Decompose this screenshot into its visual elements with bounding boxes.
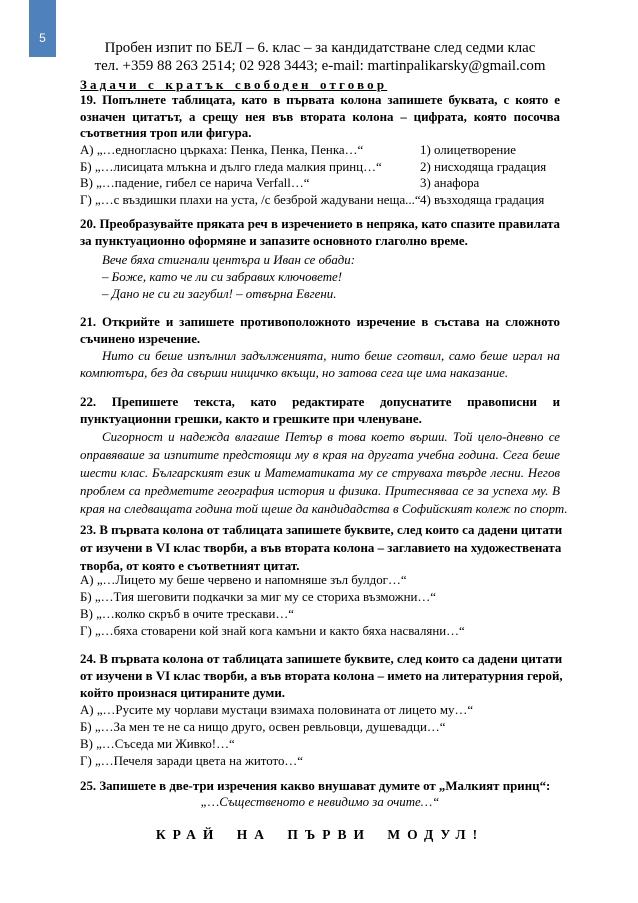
header-title: Пробен изпит по БЕЛ – 6. клас – за кандидатстване след седми клас <box>104 40 536 56</box>
task-24-prompt-line: който произнася цитираните думи. <box>80 686 285 700</box>
task-19-quote-c: В) „…падение, гибел се нарича Verfall…“ <box>80 176 310 191</box>
task-19-device-2: 2) нисходяща градация <box>420 159 547 174</box>
page-number: 5 <box>39 31 46 45</box>
task-19-table <box>80 142 560 208</box>
task-24-quote-a: А) „…Русите му чорлави мустаци взимаха половината от лицето му…“ <box>80 703 474 717</box>
task-24-quote-d: Г) „…Печеля заради цвета на житото…“ <box>80 754 304 768</box>
task-22-text-line: оправяваше за изпитите предстоящи му в края на другата учебна година. Сега беше <box>80 448 560 462</box>
task-19-quote-b: Б) „…лисицата млъкна и дълго гледа малкия принц…“ <box>80 159 382 174</box>
task-19-prompt <box>80 92 560 142</box>
task-19-quote-d: Г) „…с въздишки плахи на уста, /с безброй жадувани неща...“ <box>80 192 421 207</box>
task-21-text-line: компютъра, без да свърши нищичко вкъщи, но затова сега ще има наказание. <box>80 366 509 380</box>
task-19-quote-a: А) „…едногласно църкаха: Пенка, Пенка, Пенка…“ <box>80 143 364 157</box>
task-20-prompt-line: за пунктуационно оформяне и запазите основното глаголно време. <box>80 234 468 248</box>
task-22-text-line: края на следващата година той щеше да кандидадства в Софийският колеж по спорт. <box>80 502 568 516</box>
task-24-prompt-line: 24. В първата колона от таблицата запишете буквите, след които са дадени цитати <box>80 652 563 666</box>
header-contacts: тел. +359 88 263 2514; 02 928 3443; e-mail: martinpalikarsky@gmail.com <box>94 58 546 74</box>
page-number-tab <box>29 0 56 57</box>
task-21-prompt <box>80 314 560 348</box>
task-24-quote-b: Б) „…За мен те не са нищо друго, освен ревльовци, душевадци…“ <box>80 720 446 734</box>
task-19-row <box>80 142 560 159</box>
task-21-prompt-line: 21. Открийте и запишете противоположното изречение в състава на сложното <box>80 315 560 329</box>
task-22-prompt-line: 22. Препишете текста, като редактирате допуснатите правописни и <box>80 395 560 409</box>
task-19-prompt-line: означен цитатът, а срещу нея във втората колона – цифрата, която посочва <box>80 109 560 124</box>
task-22-prompt <box>80 394 560 428</box>
task-23-prompt-line: 23. В първата колона от таблицата запишете буквите, след които са дадени цитати <box>80 523 563 537</box>
task-25-prompt <box>80 778 560 795</box>
task-20-text-line: – Боже, като че ли си забравих ключовете! <box>102 270 343 284</box>
task-23-prompt <box>80 521 563 575</box>
module-end <box>80 826 560 843</box>
task-19-prompt-line: съответния троп или фигура. <box>80 126 252 141</box>
task-23-prompt-line: от изучени в VI клас творби, а във втората колона – заглавието на художествената <box>80 541 562 555</box>
task-23-quote-c: В) „…колко скръб в очите трескави…“ <box>80 607 294 621</box>
task-24-quotes <box>80 702 560 770</box>
task-19-row <box>80 192 560 209</box>
task-21-text <box>80 348 560 382</box>
task-20-prompt <box>80 216 560 250</box>
task-23-prompt-line: творба, от която е съответният цитат. <box>80 559 300 573</box>
task-20-text <box>80 252 560 303</box>
task-24-prompt-line: от изучени в VI клас творби, а във втората колона – името на литературния герой, <box>80 669 563 683</box>
task-25-quote: „…Същественото е невидимо за очите…“ <box>200 795 440 809</box>
task-19-device-3: 3) анафора <box>420 176 480 191</box>
task-22-text <box>80 428 568 518</box>
task-24-prompt <box>80 651 563 702</box>
task-25-prompt-line: 25. Запишете в две-три изречения какво внушават думите от „Малкият принц“: <box>80 779 551 793</box>
task-23-quote-d: Г) „…бяха стоварени кой знай кога камъни и както бяха насваляни…“ <box>80 624 465 638</box>
task-22-text-line: Сигорност и надежда влагаше Петър в това което върши. Той цело-дневно се <box>102 430 560 444</box>
task-20-prompt-line: 20. Преобразувайте пряката реч в изречението в непряка, като спазите правилата <box>80 217 560 231</box>
task-24-quote-c: В) „…Съседа ми Живко!…“ <box>80 737 235 751</box>
task-19-device-1: 1) олицетворение <box>420 143 516 157</box>
task-21-text-line: Нито си беше изпълнил задълженията, нито беше сготвил, само беше играл на <box>102 349 560 363</box>
task-20-text-line: – Дано не си ги загубил! – отвърна Евгени. <box>102 287 337 301</box>
task-23-quotes <box>80 572 560 640</box>
task-23-quote-b: Б) „…Тия шеговити подкачки за миг му се сториха възможни…“ <box>80 590 436 604</box>
task-22-prompt-line: пунктуационни грешки, както и грешките при членуване. <box>80 412 422 426</box>
task-19-device-4: 4) възходяща градация <box>420 192 545 207</box>
task-25-quote-block <box>80 794 560 811</box>
task-19-row <box>80 175 560 192</box>
task-19-row <box>80 159 560 176</box>
task-21-prompt-line: съчинено изречение. <box>80 332 201 346</box>
module-end-text: КРАЙ НА ПЪРВИ МОДУЛ! <box>155 827 485 842</box>
task-19-prompt-line: 19. Попълнете таблицата, като в първата колона запишете буквата, с която е <box>80 93 560 107</box>
task-22-text-line: шести клас. Българският език и Математиката му се струваха твърде лесни. Негов <box>80 466 560 480</box>
task-22-text-line: проблем са предметите география история и физика. Притесняваа се за успеха му. В <box>80 484 560 498</box>
task-20-text-line: Вече бяха стигнали центъра и Иван се обади: <box>102 253 356 267</box>
task-23-quote-a: А) „…Лицето му беше червено и напомняше зъл булдог…“ <box>80 573 407 587</box>
section-title: Задачи с кратък свободен отговор <box>80 78 388 92</box>
